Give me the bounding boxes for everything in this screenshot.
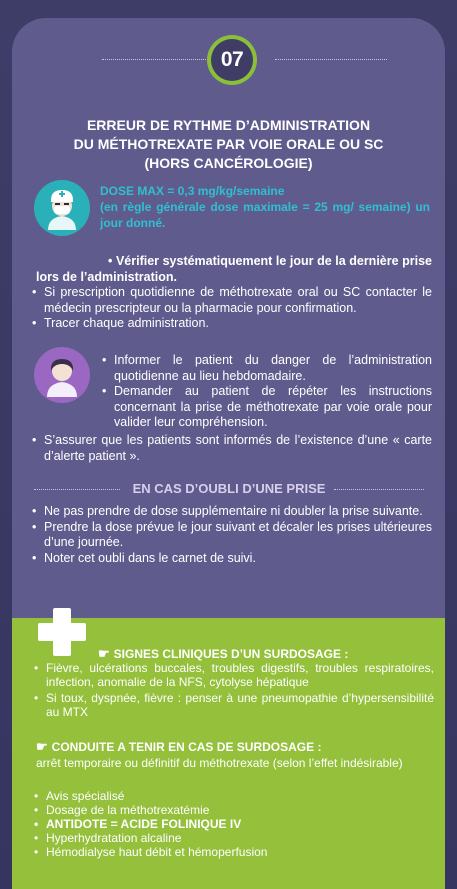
list-item: • Informer le patient du danger de l’administration quotidienne au lieu hebdomadaire. — [102, 353, 432, 384]
oubli-list — [32, 504, 432, 566]
list-item: • Tracer chaque administration. — [32, 316, 432, 332]
list-item: • S’assurer que les patients sont informés de l’existence d’une « carte d’alerte patient ». — [32, 433, 432, 464]
badge-divider-right — [275, 59, 387, 60]
badge-divider-left — [102, 59, 210, 60]
patient-instruction-list — [102, 353, 432, 431]
signes-heading — [98, 647, 438, 661]
divider-left — [34, 489, 120, 490]
conduite-heading-text: CONDUITE A TENIR EN CAS DE SURDOSAGE : — [51, 740, 322, 754]
pointing-hand-icon: ☛ — [36, 739, 48, 754]
patient-icon — [34, 347, 90, 403]
divider-right — [334, 489, 424, 490]
antidote-item: • ANTIDOTE = ACIDE FOLINIQUE IV — [34, 817, 434, 831]
verify-instruction: • Vérifier systématiquement le jour de la dernière prise lors de l’administration. — [36, 254, 432, 284]
list-item: • Hémodialyse haut débit et hémoperfusion — [34, 845, 434, 859]
signes-list — [34, 661, 434, 719]
list-item: • Prendre la dose prévue le jour suivant et décaler les prises ultérieures d’une journée. — [32, 520, 432, 551]
alert-card-instruction-wrap — [32, 433, 432, 464]
doctor-mask-icon — [34, 180, 90, 236]
dose-block — [100, 183, 430, 231]
signes-heading-text: SIGNES CLINIQUES D’UN SURDOSAGE : — [113, 647, 349, 661]
plus-icon — [36, 606, 88, 658]
list-item: • Dosage de la méthotrexatémie — [34, 803, 434, 817]
pointing-hand-icon: ☛ — [98, 646, 110, 661]
list-item: • Si toux, dyspnée, fièvre : penser à une pneumopathie d’hypersensibilité au MTX — [34, 691, 434, 719]
list-item: • Hyperhydratation alcaline — [34, 831, 434, 845]
title-line-1: ERREUR DE RYTHME D’ADMINISTRATION — [86, 117, 371, 133]
number-badge: 07 — [211, 39, 253, 81]
title-line-3: (HORS CANCÉROLOGIE) — [144, 155, 313, 171]
dose-max: DOSE MAX = 0,3 mg/kg/semaine — [100, 184, 285, 198]
list-item: • Si prescription quotidienne de méthotrexate oral ou SC contacter le médecin prescripteur ou la pharmacie pour confirmation. — [32, 285, 432, 316]
info-card — [12, 18, 445, 889]
list-item: • Fièvre, ulcérations buccales, troubles digestifs, troubles respiratoires, infection, anomalie de la NFS, cytolyse hépatique — [34, 661, 434, 689]
conduite-list — [34, 789, 434, 859]
instruction-list — [32, 285, 432, 332]
conduite-intro: arrêt temporaire ou définitif du méthotrexate (selon l’effet indésirable) — [36, 756, 403, 770]
list-item: • Noter cet oubli dans le carnet de suivi. — [32, 551, 432, 567]
list-item: • Demander au patient de répéter les instructions concernant la prise de méthotrexate par voie orale pour valider leur compréhension. — [102, 384, 432, 431]
list-item: • Avis spécialisé — [34, 789, 434, 803]
title-line-2: DU MÉTHOTREXATE PAR VOIE ORALE OU SC — [73, 136, 384, 152]
list-item: • Ne pas prendre de dose supplémentaire ni doubler la prise suivante. — [32, 504, 432, 520]
conduite-heading — [36, 740, 436, 754]
oubli-heading — [34, 481, 424, 497]
dose-note: (en règle générale dose maximale = 25 mg/ semaine) un jour donné. — [100, 200, 430, 230]
page-title — [52, 116, 405, 173]
oubli-heading-text: EN CAS D’OUBLI D’UNE PRISE — [132, 481, 326, 496]
